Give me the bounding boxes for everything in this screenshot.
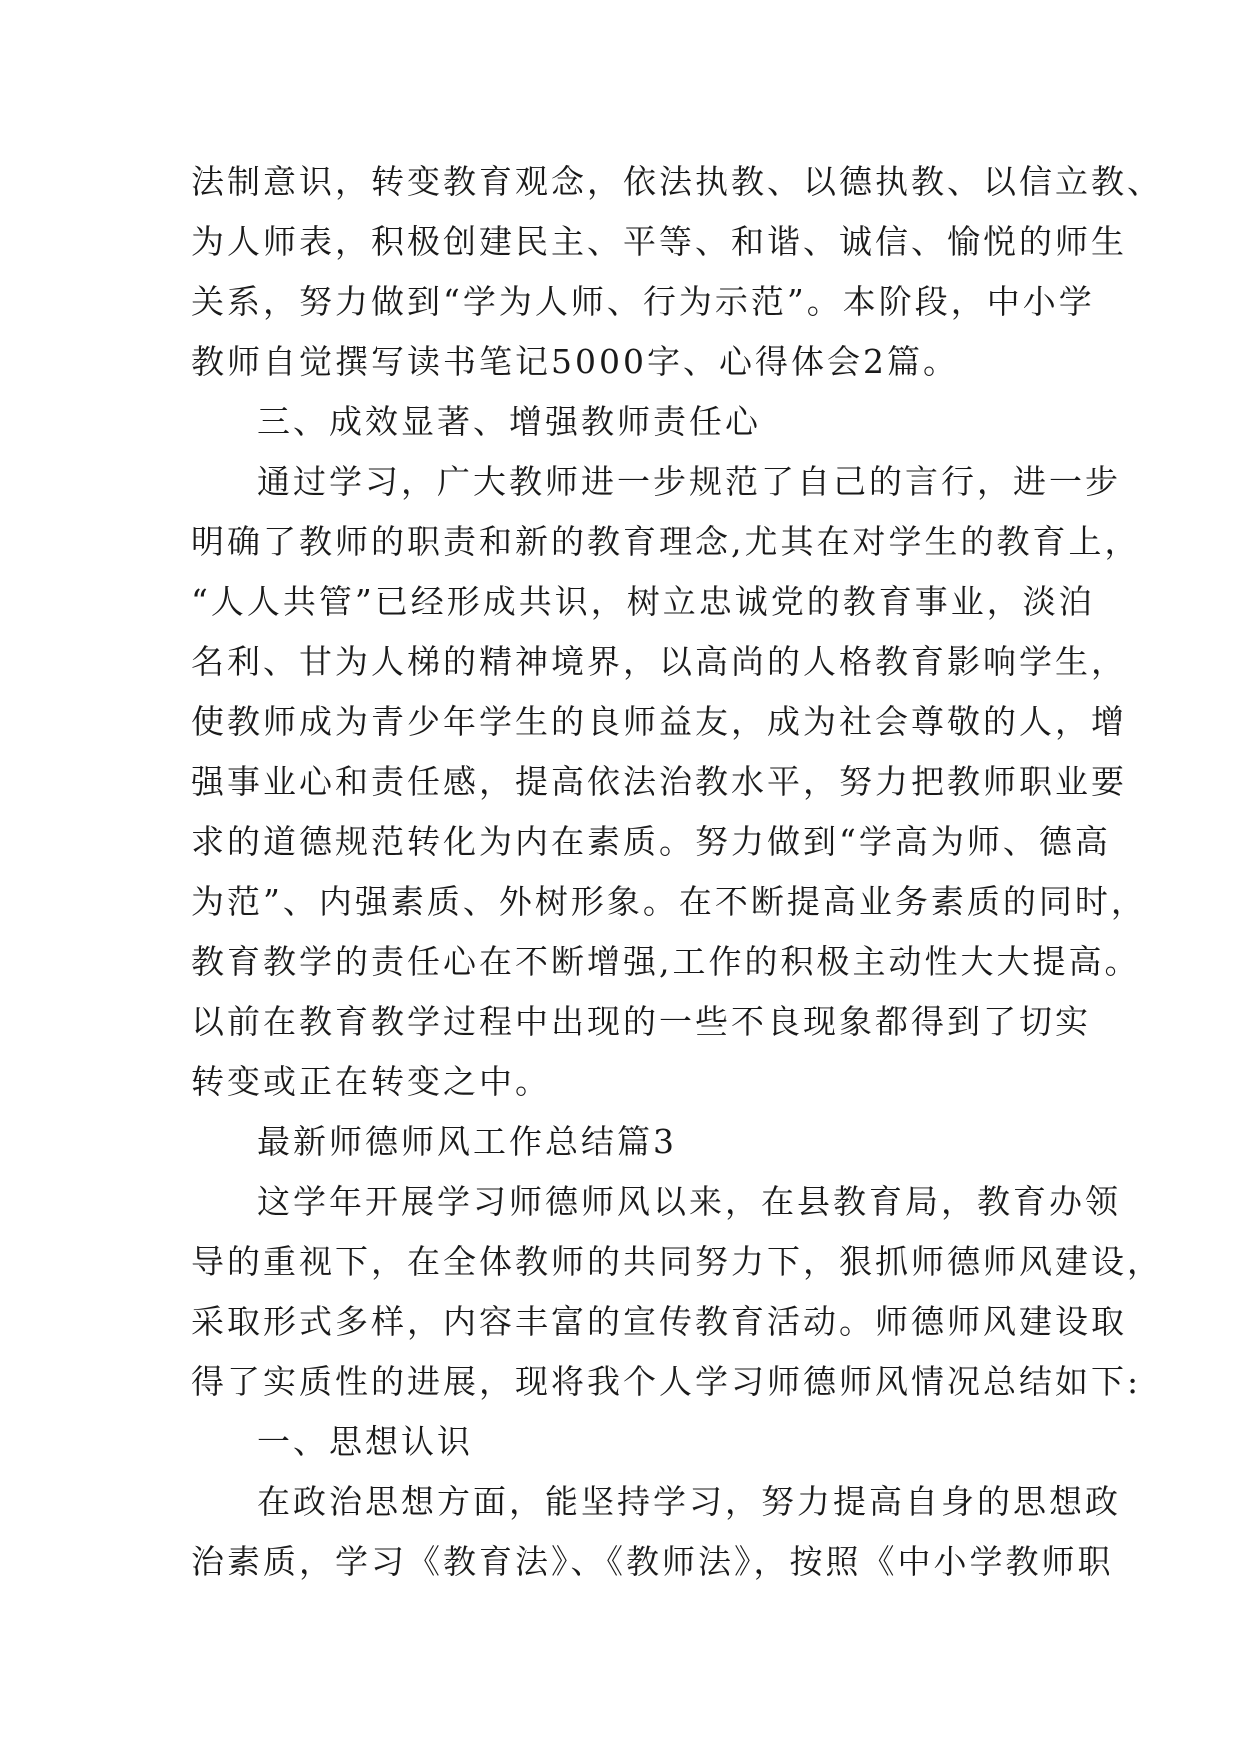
text-line: 治素质，学习《教育法》、《教师法》，按照《中小学教师职 xyxy=(191,1542,1114,1581)
text-line: 教师自觉撰写读书笔记5000字、心得体会2篇。 xyxy=(191,342,959,381)
text-line: 采取形式多样，内容丰富的宣传教育活动。师德师风建设取 xyxy=(191,1302,1127,1341)
text-line: 明确了教师的职责和新的教育理念,尤其在对学生的教育上， xyxy=(191,522,1141,561)
text-line: 为人师表，积极创建民主、平等、和谐、诚信、愉悦的师生 xyxy=(191,222,1127,261)
text-line: 一、思想认识 xyxy=(257,1422,473,1461)
text-line: 在政治思想方面，能坚持学习，努力提高自身的思想政 xyxy=(257,1482,1121,1521)
text-line: 导的重视下，在全体教师的共同努力下，狠抓师德师风建设， xyxy=(191,1242,1163,1281)
text-line: 转变或正在转变之中。 xyxy=(191,1062,551,1101)
text-line: 以前在教育教学过程中出现的一些不良现象都得到了切实 xyxy=(191,1002,1091,1041)
text-line: 法制意识，转变教育观念，依法执教、以德执教、以信立教、 xyxy=(191,162,1163,201)
text-line: 最新师德师风工作总结篇3 xyxy=(257,1122,677,1161)
text-line: 为范”、内强素质、外树形象。在不断提高业务素质的同时， xyxy=(191,882,1147,921)
text-line: 得了实质性的进展，现将我个人学习师德师风情况总结如下: xyxy=(191,1362,1142,1401)
text-line: 使教师成为青少年学生的良师益友，成为社会尊敬的人，增 xyxy=(191,702,1127,741)
text-line: 名利、甘为人梯的精神境界，以高尚的人格教育影响学生， xyxy=(191,642,1127,681)
text-line: 求的道德规范转化为内在素质。努力做到“学高为师、德高 xyxy=(191,822,1111,861)
text-line: 教育教学的责任心在不断增强,工作的积极主动性大大提高。 xyxy=(191,942,1141,981)
text-line: 这学年开展学习师德师风以来，在县教育局，教育办领 xyxy=(257,1182,1121,1221)
text-line: 三、成效显著、增强教师责任心 xyxy=(257,402,761,441)
text-line: 关系，努力做到“学为人师、行为示范”。本阶段，中小学 xyxy=(191,282,1095,321)
text-line: “人人共管”已经形成共识，树立忠诚党的教育事业，淡泊 xyxy=(191,582,1095,621)
document-body xyxy=(191,152,1163,1592)
text-line: 强事业心和责任感，提高依法治教水平，努力把教师职业要 xyxy=(191,762,1127,801)
text-line: 通过学习，广大教师进一步规范了自己的言行，进一步 xyxy=(257,462,1121,501)
